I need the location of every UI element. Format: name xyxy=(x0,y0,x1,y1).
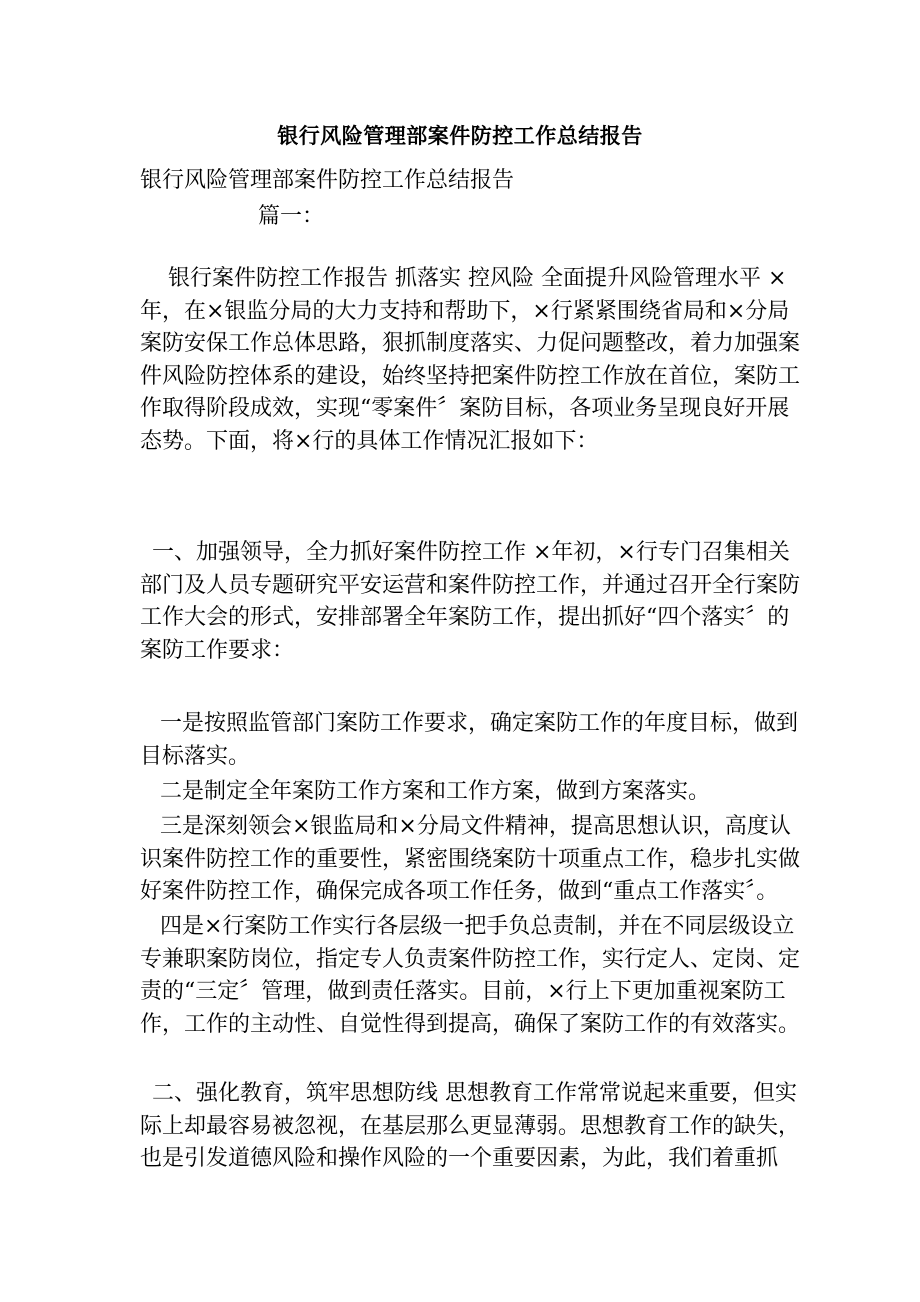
paragraph-section-1: 一、加强领导，全力抓好案件防控工作 ×年初，×行专门召集相关部门及人员专题研究平安运营和案件防控工作，并通过召开全行案防工作大会的形式，安排部署全年案防工作，提出抓好“四个落实〞的案防工作要求： xyxy=(140,540,801,663)
paragraph-point-3: 三是深刻领会×银监局和×分局文件精神，提高思想认识，高度认识案件防控工作的重要性，紧密围绕案防十项重点工作，稳步扎实做好案件防控工作，确保完成各项工作任务，做到“重点工作落实〞。 xyxy=(140,814,801,905)
document-subtitle: 银行风险管理部案件防控工作总结报告 xyxy=(140,168,515,193)
part-label: 篇一： xyxy=(258,204,325,229)
document-title: 银行风险管理部案件防控工作总结报告 xyxy=(277,123,643,148)
paragraph-section-2: 二、强化教育，筑牢思想防线 思想教育工作常常说起来重要，但实际上却最容易被忽视，在基层那么更显薄弱。思想教育工作的缺失，也是引发道德风险和操作风险的一个重要因素，为此，我们着重抓 xyxy=(140,1081,801,1172)
paragraph-point-2: 二是制定全年案防工作方案和工作方案，做到方案落实。 xyxy=(160,779,711,804)
paragraph-intro: 银行案件防控工作报告 抓落实 控风险 全面提升风险管理水平 ×年，在×银监分局的大力支持和帮助下，×行紧紧围绕省局和×分局案防安保工作总体思路，狠抓制度落实、力促问题整改，着力加强案件风险防控体系的建设，始终坚持把案件防控工作放在首位，案防工作取得阶段成效，实现“零案件〞案防目标，各项业务呈现良好开展态势。下面，将×行的具体工作情况汇报如下： xyxy=(140,266,801,454)
paragraph-point-4: 四是×行案防工作实行各层级一把手负总责制，并在不同层级设立专兼职案防岗位，指定专人负责案件防控工作，实行定人、定岗、定责的“三定〞管理，做到责任落实。目前，×行上下更加重视案防工作，工作的主动性、自觉性得到提高，确保了案防工作的有效落实。 xyxy=(140,914,801,1037)
paragraph-point-1: 一是按照监管部门案防工作要求，确定案防工作的年度目标，做到目标落实。 xyxy=(140,711,799,769)
